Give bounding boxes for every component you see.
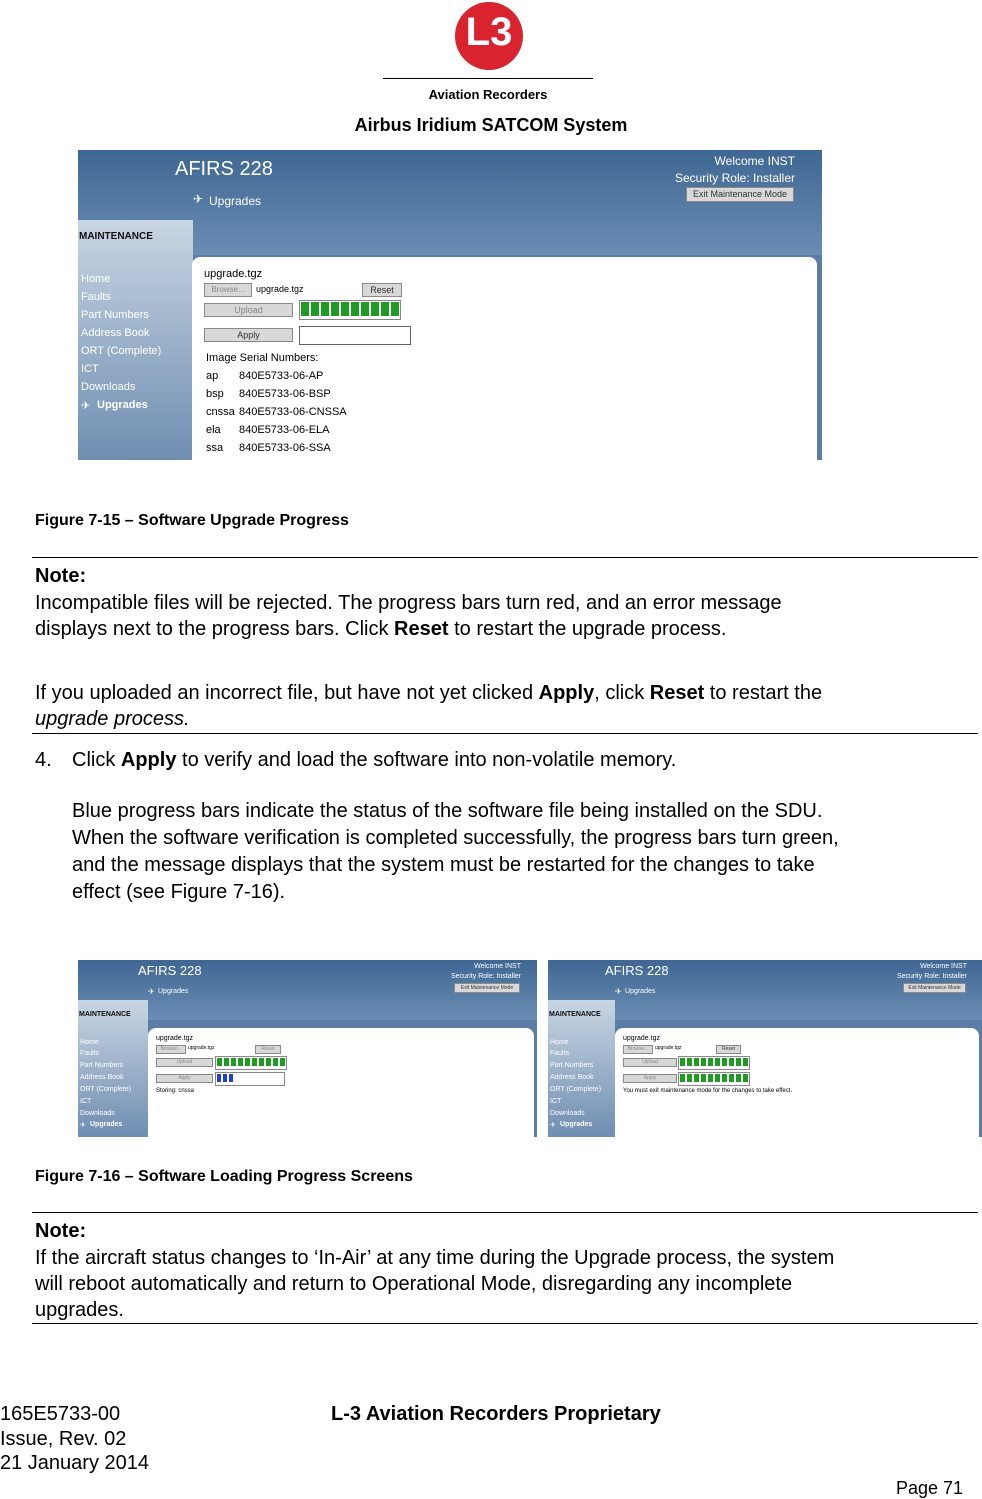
progress-segment bbox=[371, 302, 379, 316]
serial-name: ap bbox=[206, 370, 219, 382]
upload-button[interactable]: Upload bbox=[204, 303, 293, 317]
note-line: If the aircraft status changes to ‘In-Air’ at any time during the Upgrade process, the system bbox=[35, 1247, 835, 1269]
menu-part-numbers[interactable]: Part Numbers bbox=[550, 1062, 594, 1069]
upgrade-panel bbox=[192, 257, 817, 460]
plane-icon: ✈ bbox=[193, 192, 204, 206]
progress-segment bbox=[217, 1058, 222, 1066]
progress-segment bbox=[229, 1074, 233, 1082]
sidebar bbox=[78, 220, 193, 460]
note-text: to restart the upgrade process. bbox=[448, 618, 727, 640]
progress-segment bbox=[266, 1058, 271, 1066]
progress-segment bbox=[259, 1058, 264, 1066]
serial-name: ssa bbox=[206, 442, 224, 454]
apply-progress-bar bbox=[299, 326, 411, 345]
welcome-text: Welcome INST bbox=[714, 154, 795, 168]
document-number: 165E5733-00 bbox=[0, 1403, 121, 1425]
progress-segment bbox=[715, 1058, 720, 1066]
crumb-upgrades[interactable]: Upgrades bbox=[209, 194, 262, 208]
page-number: Page 71 bbox=[896, 1478, 964, 1498]
menu-downloads[interactable]: Downloads bbox=[81, 381, 136, 393]
note-text: , click bbox=[594, 682, 650, 704]
install-progress-bar bbox=[678, 1072, 750, 1086]
upgrade-panel bbox=[615, 1028, 979, 1137]
serial-name: cnssa bbox=[206, 406, 235, 418]
menu-upgrades[interactable]: Upgrades bbox=[97, 399, 148, 411]
menu-address-book[interactable]: Address Book bbox=[81, 327, 150, 339]
maintenance-heading: MAINTENANCE bbox=[549, 1011, 601, 1018]
security-role: Security Role: Installer bbox=[674, 171, 795, 185]
upload-progress-bar bbox=[678, 1056, 750, 1070]
step-paragraph-line: effect (see Figure 7-16). bbox=[72, 881, 286, 903]
progress-segment bbox=[736, 1058, 741, 1066]
progress-segment bbox=[245, 1058, 250, 1066]
menu-plane-icon: ✈ bbox=[550, 1122, 556, 1129]
step-text-c: to verify and load the software into non-volatile memory. bbox=[176, 749, 677, 771]
note-line: Incompatible files will be rejected. The progress bars turn red, and an error message bbox=[35, 592, 782, 614]
apply-emphasis: Apply bbox=[538, 682, 595, 704]
menu-faults[interactable]: Faults bbox=[80, 1050, 100, 1057]
progress-segment bbox=[708, 1074, 713, 1082]
menu-ict[interactable]: ICT bbox=[81, 363, 99, 375]
progress-segment bbox=[321, 302, 329, 316]
step-number: 4. bbox=[35, 749, 52, 771]
menu-ort[interactable]: ORT (Complete) bbox=[80, 1086, 132, 1093]
reset-button[interactable]: Reset bbox=[255, 1045, 281, 1054]
figure-7-15-screenshot bbox=[78, 150, 822, 460]
serial-heading: Image Serial Numbers: bbox=[206, 352, 319, 364]
note-label: Note: bbox=[35, 1220, 87, 1242]
serial-name: ela bbox=[206, 424, 221, 436]
apply-button[interactable]: Apply bbox=[156, 1074, 213, 1083]
upload-button[interactable]: Upload bbox=[156, 1058, 213, 1067]
exit-message: You must exit maintenance mode for the changes to take effect. bbox=[623, 1088, 793, 1094]
file-name: upgrade.tgz bbox=[655, 1045, 682, 1051]
progress-segment bbox=[224, 1058, 229, 1066]
note-text: displays next to the progress bars. Click bbox=[35, 618, 395, 640]
menu-ort[interactable]: ORT (Complete) bbox=[81, 345, 162, 357]
menu-part-numbers[interactable]: Part Numbers bbox=[81, 309, 149, 321]
plane-icon: ✈ bbox=[148, 987, 155, 996]
progress-segment bbox=[341, 302, 349, 316]
upload-button[interactable]: Upload bbox=[623, 1058, 677, 1067]
progress-segment bbox=[252, 1058, 257, 1066]
progress-segment bbox=[729, 1058, 734, 1066]
progress-segment bbox=[301, 302, 309, 316]
step-text bbox=[72, 748, 676, 773]
progress-segment bbox=[715, 1074, 720, 1082]
progress-segment bbox=[729, 1074, 734, 1082]
menu-home[interactable]: Home bbox=[550, 1039, 569, 1046]
file-heading: upgrade.tgz bbox=[204, 268, 263, 280]
file-heading: upgrade.tgz bbox=[623, 1035, 660, 1042]
maintenance-heading: MAINTENANCE bbox=[79, 231, 153, 242]
issue-date: 21 January 2014 bbox=[0, 1452, 150, 1474]
menu-downloads[interactable]: Downloads bbox=[80, 1110, 115, 1117]
upgrade-panel bbox=[148, 1028, 534, 1137]
progress-segment bbox=[223, 1074, 227, 1082]
issue-revision: Issue, Rev. 02 bbox=[0, 1428, 127, 1450]
step-paragraph-line: Blue progress bars indicate the status of the software file being installed on the SDU. bbox=[72, 800, 823, 822]
browse-button[interactable]: Browse... bbox=[623, 1045, 653, 1054]
menu-faults[interactable]: Faults bbox=[550, 1050, 570, 1057]
menu-home[interactable]: Home bbox=[81, 273, 111, 285]
serial-name: bsp bbox=[206, 388, 224, 400]
apply-button[interactable]: Apply bbox=[623, 1074, 677, 1083]
progress-segment bbox=[351, 302, 359, 316]
menu-home[interactable]: Home bbox=[80, 1039, 99, 1046]
menu-address-book[interactable]: Address Book bbox=[550, 1074, 594, 1081]
maintenance-heading: MAINTENANCE bbox=[79, 1011, 131, 1018]
serial-value: 840E5733-06-AP bbox=[239, 370, 324, 382]
menu-ort[interactable]: ORT (Complete) bbox=[550, 1086, 602, 1093]
figure-7-16-right-screenshot bbox=[548, 960, 982, 1137]
figure-7-15-caption: Figure 7-15 – Software Upgrade Progress bbox=[35, 512, 349, 529]
progress-segment bbox=[736, 1074, 741, 1082]
step-paragraph-line: and the message displays that the system must be restarted for the changes to take bbox=[72, 854, 815, 876]
upload-progress-bar bbox=[215, 1056, 287, 1070]
note-line: will reboot automatically and return to Operational Mode, disregarding any incomplete bbox=[35, 1273, 793, 1295]
step-text-a: Click bbox=[72, 749, 121, 771]
exit-maintenance-button[interactable]: Exit Maintenance Mode bbox=[454, 983, 520, 993]
progress-segment bbox=[708, 1058, 713, 1066]
security-role: Security Role: Installer bbox=[450, 973, 521, 980]
menu-part-numbers[interactable]: Part Numbers bbox=[80, 1062, 124, 1069]
progress-segment bbox=[231, 1058, 236, 1066]
note-bottom-rule bbox=[32, 733, 978, 734]
progress-segment bbox=[687, 1074, 692, 1082]
storing-status: Storing: cnssa bbox=[156, 1088, 195, 1094]
menu-faults[interactable]: Faults bbox=[81, 291, 111, 303]
browse-button[interactable]: Browse... bbox=[204, 283, 252, 297]
progress-segment bbox=[743, 1074, 748, 1082]
crumb-upgrades[interactable]: Upgrades bbox=[158, 988, 189, 995]
crumb-upgrades[interactable]: Upgrades bbox=[625, 988, 656, 995]
exit-maintenance-button[interactable]: Exit Maintenance Mode bbox=[686, 187, 794, 202]
welcome-text: Welcome INST bbox=[474, 963, 521, 970]
note-line: upgrades. bbox=[35, 1299, 124, 1321]
apply-button[interactable]: Apply bbox=[204, 328, 293, 342]
app-title: AFIRS 228 bbox=[605, 963, 669, 978]
security-role: Security Role: Installer bbox=[896, 973, 967, 980]
file-name: upgrade.tgz bbox=[188, 1045, 215, 1051]
menu-upgrades[interactable]: Upgrades bbox=[560, 1121, 593, 1128]
file-name: upgrade.tgz bbox=[256, 284, 304, 294]
menu-address-book[interactable]: Address Book bbox=[80, 1074, 124, 1081]
serial-value: 840E5733-06-BSP bbox=[239, 388, 331, 400]
serial-value: 840E5733-06-SSA bbox=[239, 442, 331, 454]
progress-segment bbox=[722, 1058, 727, 1066]
upload-progress-bar bbox=[299, 300, 401, 320]
reset-button[interactable]: Reset bbox=[716, 1045, 741, 1054]
progress-segment bbox=[238, 1058, 243, 1066]
progress-segment bbox=[687, 1058, 692, 1066]
progress-segment bbox=[280, 1058, 285, 1066]
figure-7-16-caption: Figure 7-16 – Software Loading Progress Screens bbox=[35, 1168, 413, 1185]
note-text: to restart the bbox=[704, 682, 823, 704]
file-heading: upgrade.tgz bbox=[156, 1035, 193, 1042]
menu-plane-icon: ✈ bbox=[80, 1122, 86, 1129]
plane-icon: ✈ bbox=[615, 987, 622, 996]
note-line: upgrade process. bbox=[35, 708, 190, 730]
app-title: AFIRS 228 bbox=[138, 963, 202, 978]
reset-button[interactable]: Reset bbox=[362, 283, 402, 297]
progress-segment bbox=[743, 1058, 748, 1066]
note-bottom-rule bbox=[32, 1323, 978, 1324]
welcome-text: Welcome INST bbox=[920, 963, 967, 970]
note-line bbox=[35, 681, 822, 706]
exit-maintenance-button[interactable]: Exit Maintenance Mode bbox=[903, 983, 966, 993]
browse-button[interactable]: Browse... bbox=[156, 1045, 186, 1054]
note-top-rule bbox=[32, 1212, 978, 1213]
progress-segment bbox=[311, 302, 319, 316]
proprietary-notice: L-3 Aviation Recorders Proprietary bbox=[331, 1403, 661, 1425]
menu-ict[interactable]: ICT bbox=[550, 1098, 562, 1105]
menu-upgrades[interactable]: Upgrades bbox=[90, 1121, 123, 1128]
menu-ict[interactable]: ICT bbox=[80, 1098, 92, 1105]
serial-value: 840E5733-06-CNSSA bbox=[239, 406, 347, 418]
progress-segment bbox=[381, 302, 389, 316]
install-progress-bar bbox=[215, 1072, 285, 1086]
progress-segment bbox=[217, 1074, 221, 1082]
step-paragraph-line: When the software verification is completed successfully, the progress bars turn green, bbox=[72, 827, 839, 849]
progress-segment bbox=[273, 1058, 278, 1066]
reset-emphasis: Reset bbox=[394, 618, 449, 640]
note-top-rule bbox=[32, 557, 978, 558]
apply-emphasis: Apply bbox=[120, 749, 177, 771]
figure-7-16-left-screenshot bbox=[78, 960, 537, 1137]
app-title: AFIRS 228 bbox=[175, 158, 273, 180]
progress-segment bbox=[331, 302, 339, 316]
progress-segment bbox=[701, 1074, 706, 1082]
progress-segment bbox=[361, 302, 369, 316]
logo-subtitle: Aviation Recorders bbox=[428, 87, 548, 102]
serial-value: 840E5733-06-ELA bbox=[239, 424, 330, 436]
logo-text: L3 bbox=[465, 10, 513, 54]
progress-segment bbox=[694, 1074, 699, 1082]
note-line bbox=[35, 617, 726, 642]
progress-segment bbox=[694, 1058, 699, 1066]
progress-segment bbox=[391, 302, 399, 316]
menu-plane-icon: ✈ bbox=[81, 400, 91, 412]
document-title: Airbus Iridium SATCOM System bbox=[354, 115, 628, 135]
progress-segment bbox=[680, 1058, 685, 1066]
logo-divider bbox=[383, 78, 593, 79]
progress-segment bbox=[722, 1074, 727, 1082]
reset-emphasis: Reset bbox=[649, 682, 705, 704]
menu-downloads[interactable]: Downloads bbox=[550, 1110, 585, 1117]
progress-segment bbox=[701, 1058, 706, 1066]
note-label: Note: bbox=[35, 565, 87, 587]
progress-segment bbox=[680, 1074, 685, 1082]
note-text: If you uploaded an incorrect file, but have not yet clicked bbox=[35, 682, 539, 704]
